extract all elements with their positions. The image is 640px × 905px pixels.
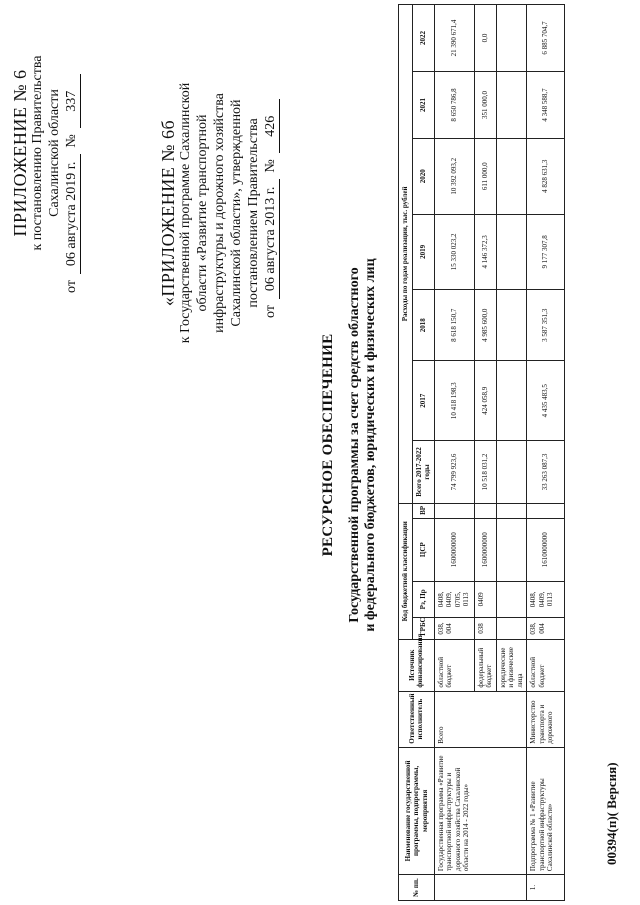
header-grbs: ГРБС	[412, 618, 434, 640]
header-source: Источник финансирования	[399, 639, 435, 691]
year-cell: 8 618 150,7	[434, 290, 474, 361]
year-cell: 8 650 786,8	[434, 72, 474, 139]
source-cell: областной бюджет	[434, 639, 474, 691]
year-cell: 21 390 671,4	[434, 5, 474, 72]
csr-cell: 1600000000	[474, 518, 496, 581]
appendix-6-block	[12, 13, 81, 293]
vr-cell	[527, 503, 565, 518]
year-cell: 4 146 372,3	[474, 214, 496, 290]
rzpr-cell: 0408, 0409, 0705, 0113	[434, 581, 474, 618]
year-cell: 3 587 351,3	[527, 290, 565, 361]
appendix-6-line1: к постановлению Правительства	[30, 55, 45, 251]
subprogram-exec: Министерство транспорта и дорожного	[527, 691, 565, 747]
number-label: №	[263, 159, 278, 173]
appendix-6b-line1: к Государственной программе Сахалинской	[178, 82, 193, 344]
from-label: от	[263, 305, 278, 318]
header-rzpr: Рз, Пр	[412, 581, 434, 618]
csr-cell: 1610000000	[527, 518, 565, 581]
total-cell: 33 263 087,3	[527, 441, 565, 504]
header-year: 2018	[412, 290, 434, 361]
heading-sub2: и федерального бюджетов, юридических и физических лиц	[363, 258, 378, 632]
resource-table	[398, 4, 565, 901]
source-cell: областной бюджет	[527, 639, 565, 691]
total-cell: 74 799 923,6	[434, 441, 474, 504]
vr-cell	[474, 503, 496, 518]
appendix-6-date-row	[63, 13, 81, 293]
appendix-6b-line3: инфраструктуры и дорожного хозяйства	[212, 93, 227, 333]
rzpr-cell: 0408, 0409, 0113	[527, 581, 565, 618]
document-heading	[320, 45, 379, 845]
grbs-cell: 038, 004	[434, 618, 474, 640]
appendix-6b-title: «ПРИЛОЖЕНИЕ № 6б	[158, 119, 178, 307]
heading-title: РЕСУРСНОЕ ОБЕСПЕЧЕНИЕ	[320, 333, 336, 557]
year-cell: 4 348 588,7	[527, 72, 565, 139]
year-cell: 4 435 483,5	[527, 361, 565, 441]
header-csr: ЦСР	[412, 518, 434, 581]
source-cell: юридические и физические лица	[496, 639, 527, 691]
year-cell: 351 000,0	[474, 72, 496, 139]
header-year: 2021	[412, 72, 434, 139]
year-cell: 6 885 704,7	[527, 5, 565, 72]
table-row	[434, 5, 474, 901]
year-cell: 4 828 631,3	[527, 139, 565, 215]
header-year: 2020	[412, 139, 434, 215]
header-budget-code: Код бюджетной классификации	[399, 503, 413, 639]
number-label: №	[64, 134, 79, 148]
header-year: 2019	[412, 214, 434, 290]
source-cell: федеральный бюджет	[474, 639, 496, 691]
version-stamp: 00394(п)( Версия)	[604, 762, 619, 865]
header-vr: ВР	[412, 503, 434, 518]
year-cell: 0,0	[474, 5, 496, 72]
header-year: 2022	[412, 5, 434, 72]
grbs-cell: 038, 004	[527, 618, 565, 640]
table-row	[527, 5, 565, 901]
appendix-6-date: 06 августа 2019 г.	[63, 154, 81, 274]
header-exec: Ответственный исполнитель	[399, 691, 435, 747]
header-num: № пп.	[399, 875, 435, 901]
appendix-6b-date: 06 августа 2013 г.	[262, 179, 280, 299]
vr-cell	[434, 503, 474, 518]
appendix-6b-line4: Сахалинской области», утвержденной	[229, 99, 244, 327]
appendix-6b-line5: постановлением Правительства	[246, 118, 261, 308]
header-total: Всего 2017-2022 годы	[412, 441, 434, 504]
program-exec: Всего	[434, 691, 527, 747]
year-cell: 611 000,0	[474, 139, 496, 215]
appendix-6b-date-row	[262, 13, 280, 318]
table-header-row-1	[399, 5, 413, 901]
subprogram-name: Подпрограмма № 1 «Развитие транспортной инфраструктуры Сахалинской области»	[527, 747, 565, 874]
year-cell: 424 058,9	[474, 361, 496, 441]
total-cell: 10 518 031,2	[474, 441, 496, 504]
year-cell: 4 985 600,0	[474, 290, 496, 361]
header-year: 2017	[412, 361, 434, 441]
year-cell: 9 177 307,8	[527, 214, 565, 290]
year-cell: 10 392 093,2	[434, 139, 474, 215]
year-cell: 15 330 023,2	[434, 214, 474, 290]
appendix-6b-line2: области «Развитие транспортной	[195, 114, 210, 312]
program-name: Государственная программа «Развитие транспортной инфраструктуры и дорожного хозяйства Сахалинской области на 2014 - 2022 годы»	[434, 747, 527, 874]
year-cell: 10 418 198,3	[434, 361, 474, 441]
heading-sub1: Государственной программы за счет средств областного	[347, 267, 362, 623]
csr-cell: 1600000000	[434, 518, 474, 581]
rzpr-cell: 0409	[474, 581, 496, 618]
from-label: от	[64, 280, 79, 293]
grbs-cell: 038	[474, 618, 496, 640]
appendix-6b-block	[160, 13, 280, 413]
appendix-6-title: ПРИЛОЖЕНИЕ № 6	[10, 69, 30, 237]
header-name: Наименование государственной программы, подпрограммы, мероприятия	[399, 747, 435, 874]
appendix-6b-number: 426	[262, 99, 280, 153]
appendix-6-line2: Сахалинской области	[47, 89, 62, 217]
header-expenses: Расходы по годам реализации, тыс. рублей	[399, 5, 413, 504]
subprogram-num: 1.	[527, 875, 565, 901]
appendix-6-number: 337	[63, 74, 81, 128]
